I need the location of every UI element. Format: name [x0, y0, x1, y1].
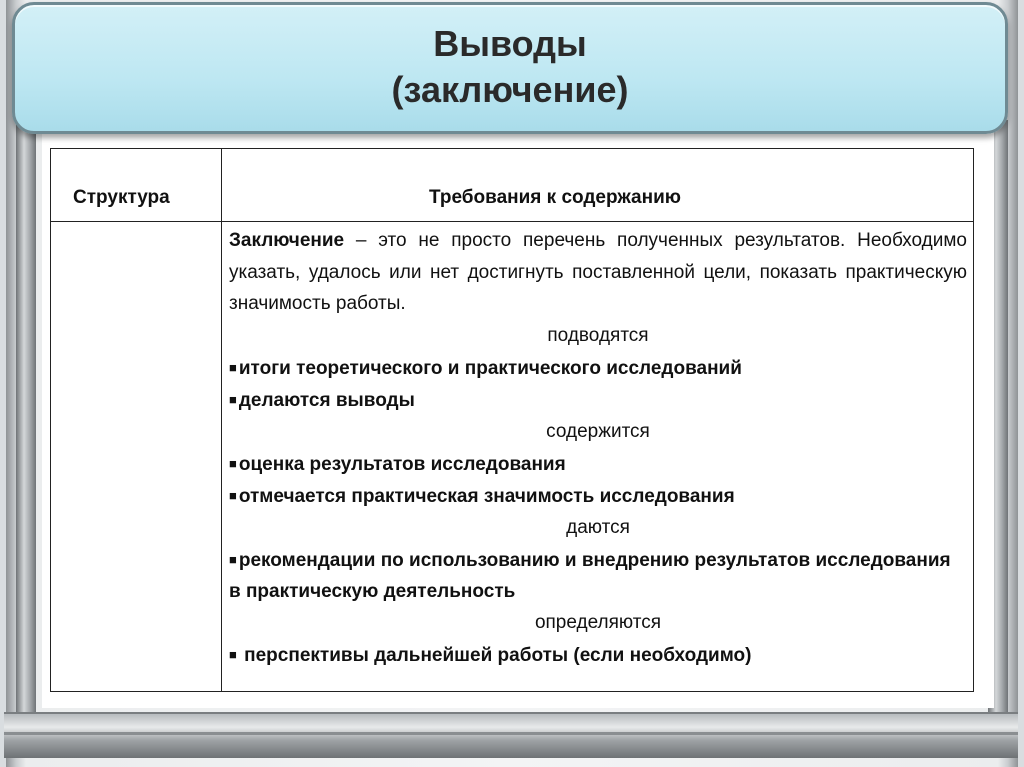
bullet-icon: ■	[229, 391, 237, 407]
list-item-text: итоги теоретического и практического исследований	[238, 357, 742, 379]
header-requirements: Требования к содержанию	[429, 187, 682, 208]
board-tray	[4, 712, 1018, 758]
list-item	[229, 352, 967, 384]
list-item-text: отмечается практическая значимость исследования	[238, 485, 735, 507]
slide-subtitle: (заключение)	[391, 69, 629, 110]
bullet-icon: ■	[229, 646, 237, 662]
list-item	[229, 384, 967, 416]
list-item	[229, 544, 967, 607]
frame-post-left	[16, 120, 36, 720]
group-heading: даются	[566, 516, 630, 538]
row-divider	[51, 221, 973, 222]
intro-text: – это не просто перечень полученных результатов. Необходимо указать, удалось или нет достигнуть поставленной цели, показать практическую значимость работы.	[229, 230, 967, 314]
list-item-text: оценка результатов исследования	[238, 453, 566, 475]
slide-title: Выводы	[433, 23, 587, 64]
title-panel	[12, 2, 1008, 134]
list-item-text: рекомендации по использованию и внедрению результатов исследования в практическую деятельность	[229, 549, 951, 602]
bullet-icon: ■	[229, 551, 237, 567]
list-item	[229, 480, 967, 512]
bullet-icon: ■	[229, 487, 237, 503]
column-divider	[221, 149, 222, 691]
bullet-icon: ■	[229, 455, 237, 471]
header-structure: Структура	[73, 187, 170, 208]
list-item-text: перспективы дальнейшей работы (если необходимо)	[238, 644, 752, 666]
requirements-cell	[229, 225, 967, 671]
group-heading: подводятся	[547, 324, 649, 346]
list-item	[229, 448, 967, 480]
intro-term: Заключение	[229, 230, 345, 251]
group-heading: содержится	[546, 420, 650, 442]
intro-paragraph	[229, 225, 967, 320]
tray-groove	[4, 732, 1018, 735]
requirements-table	[50, 148, 974, 692]
list-item-text: делаются выводы	[238, 389, 415, 411]
bullet-icon: ■	[229, 359, 237, 375]
group-heading: определяются	[534, 611, 662, 633]
list-item	[229, 639, 967, 671]
